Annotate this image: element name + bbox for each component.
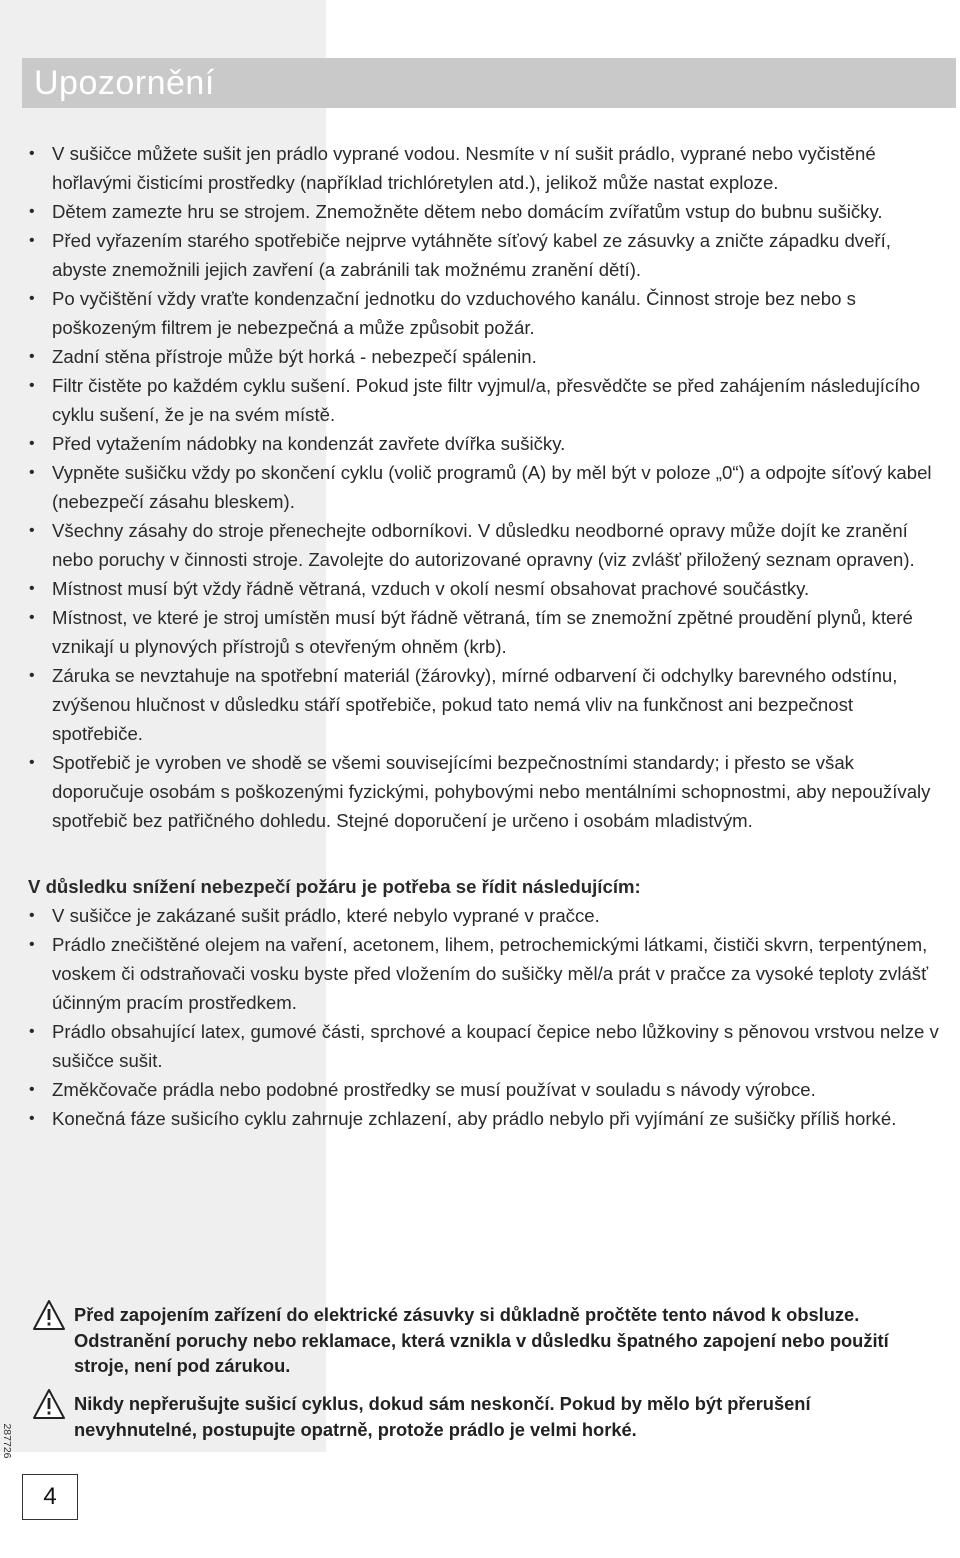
list-item: • Místnost musí být vždy řádně větraná, vzduch v okolí nesmí obsahovat prachové součástky. — [28, 574, 944, 603]
bullet-icon: • — [29, 667, 35, 684]
list-item: • Filtr čistěte po každém cyklu sušení. Pokud jste filtr vyjmul/a, přesvědčte se před zahájením následujícího cyklu sušení, že je na svém místě. — [28, 371, 944, 429]
warning-text: Nikdy nepřerušujte sušicí cyklus, dokud sám neskončí. Pokud by mělo být přerušení nevyhnutelné, postupujte opatrně, protože prádlo je velmi horké. — [74, 1393, 811, 1440]
list-item: • Prádlo znečištěné olejem na vaření, acetonem, lihem, petrochemickými látkami, čističi skvrn, terpentýnem, voskem či odstraňovači vosku byste před vložením do sušičky měl/a prát v pračce za vysoké teploty zvlášť účinným pracím prostředkem. — [28, 930, 944, 1017]
bullet-icon: • — [29, 348, 35, 365]
bullet-icon: • — [29, 1110, 35, 1127]
fire-safety-list — [28, 901, 944, 1133]
page-title: Upozornění — [34, 64, 215, 102]
bullet-icon: • — [29, 203, 35, 220]
bullet-icon: • — [29, 609, 35, 626]
list-item: • Místnost, ve které je stroj umístěn musí být řádně větraná, tím se znemožní zpětné proudění plynů, které vznikají u plynových přístrojů s otevřeným ohněm (krb). — [28, 603, 944, 661]
list-item: • Před vyřazením starého spotřebiče nejprve vytáhněte síťový kabel ze zásuvky a zničte západku dveří, abyste znemožnili jejich zavření (a zabránili tak možnému zranění dětí). — [28, 226, 944, 284]
list-item: • Změkčovače prádla nebo podobné prostředky se musí používat v souladu s návody výrobce. — [28, 1075, 944, 1104]
bullet-icon: • — [29, 907, 35, 924]
bullet-icon: • — [29, 232, 35, 249]
section-title-bar — [22, 58, 956, 108]
list-item: • Před vytažením nádobky na kondenzát zavřete dvířka sušičky. — [28, 429, 944, 458]
bullet-icon: • — [29, 580, 35, 597]
warning-text: Před zapojením zařízení do elektrické zásuvky si důkladně pročtěte tento návod k obsluze. Odstranění poruchy nebo reklamace, která vznikla v důsledku špatného zapojení nebo použití stroje, není pod zárukou. — [74, 1304, 889, 1376]
list-item: • Konečná fáze sušicího cyklu zahrnuje zchlazení, aby prádlo nebylo při vyjímání ze sušičky příliš horké. — [28, 1104, 944, 1133]
list-item: • Spotřebič je vyroben ve shodě se všemi souvisejícími bezpečnostními standardy; i přesto se však doporučuje osobám s poškozenými fyzickými, pohybovými nebo mentálními schopnostmi, aby nepoužívaly spotřebič bez patřičného dohledu. Stejné doporučení je určeno i osobám mladistvým. — [28, 748, 944, 835]
list-item: • V sušičce můžete sušit jen prádlo vyprané vodou. Nesmíte v ní sušit prádlo, vyprané nebo vyčistěné hořlavými čisticími prostředky (například trichlóretylen atd.), jelikož může nastat exploze. — [28, 139, 944, 197]
page-number: 4 — [22, 1474, 78, 1520]
connection-warning — [32, 1302, 932, 1379]
list-item: • Prádlo obsahující latex, gumové části, sprchové a koupací čepice nebo lůžkoviny s pěnovou vrstvou nelze v sušičce sušit. — [28, 1017, 944, 1075]
list-item: • Záruka se nevztahuje na spotřební materiál (žárovky), mírné odbarvení či odchylky barevného odstínu, zvýšenou hlučnost v důsledku stáří spotřebiče, pokud tato nemá vliv na funkčnost ani bezpečnost spotřebiče. — [28, 661, 944, 748]
list-item: • Po vyčištění vždy vraťte kondenzační jednotku do vzduchového kanálu. Činnost stroje bez nebo s poškozeným filtrem je nebezpečná a může způsobit požár. — [28, 284, 944, 342]
interrupt-warning — [32, 1391, 932, 1442]
warnings-list — [28, 139, 944, 835]
list-item: • Dětem zamezte hru se strojem. Znemožněte dětem nebo domácím zvířatům vstup do bubnu sušičky. — [28, 197, 944, 226]
warning-triangle-icon — [32, 1388, 66, 1420]
list-item: • Všechny zásahy do stroje přenechejte odborníkovi. V důsledku neodborné opravy může dojít ke zranění nebo poruchy v činnosti stroje. Zavolejte do autorizované opravny (viz zvlášť přiložený seznam opraven). — [28, 516, 944, 574]
bullet-icon: • — [29, 1023, 35, 1040]
bullet-icon: • — [29, 1081, 35, 1098]
main-content — [28, 139, 944, 1133]
bullet-icon: • — [29, 464, 35, 481]
list-item: • V sušičce je zakázané sušit prádlo, které nebylo vyprané v pračce. — [28, 901, 944, 930]
document-number: 287726 — [1, 1423, 13, 1459]
warning-triangle-icon — [32, 1299, 66, 1331]
bullet-icon: • — [29, 435, 35, 452]
fire-safety-heading: V důsledku snížení nebezpečí požáru je potřeba se řídit následujícím: — [28, 876, 641, 897]
bullet-icon: • — [29, 290, 35, 307]
bullet-icon: • — [29, 377, 35, 394]
list-item: • Vypněte sušičku vždy po skončení cyklu (volič programů (A) by měl být v poloze „0“) a odpojte síťový kabel (nebezpečí zásahu bleskem). — [28, 458, 944, 516]
bullet-icon: • — [29, 754, 35, 771]
bullet-icon: • — [29, 936, 35, 953]
list-item: • Zadní stěna přístroje může být horká - nebezpečí spálenin. — [28, 342, 944, 371]
bullet-icon: • — [29, 145, 35, 162]
bullet-icon: • — [29, 522, 35, 539]
